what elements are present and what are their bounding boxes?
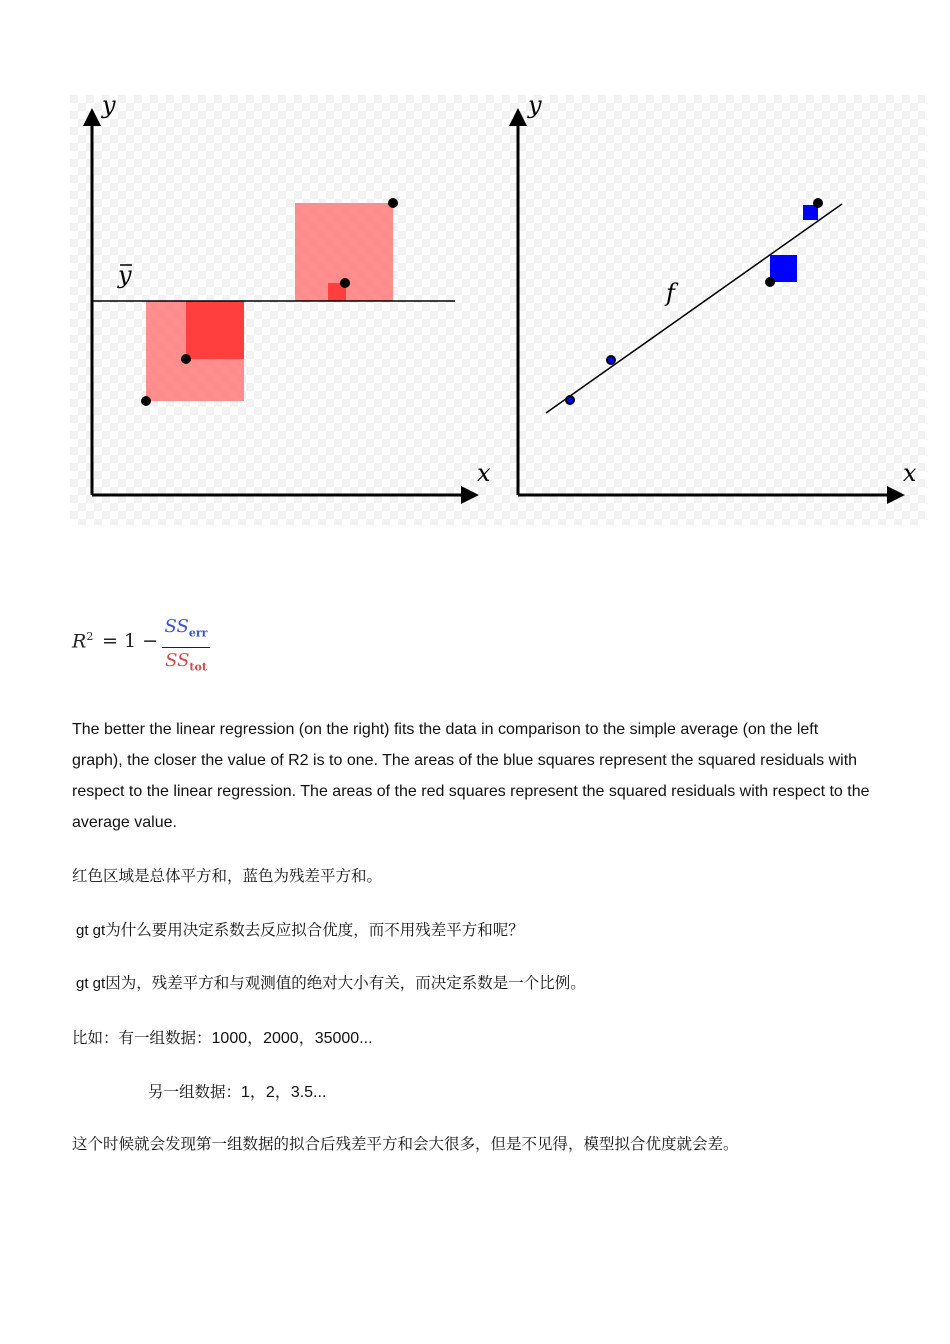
explanation-paragraph: The better the linear regression (on the right) fits the data in comparison to the simple average (on the left graph), the closer the value of R2 is to one. The areas of the blue squares represent the squared residuals with respect to the linear regression. The areas of the red squares represent the squared residuals with respect to the average value.	[72, 721, 870, 831]
red-square-small-1	[186, 301, 244, 359]
r-squared-formula	[72, 614, 272, 674]
x-axis-label-right: x	[903, 459, 917, 487]
data-point	[813, 198, 823, 208]
data-point	[765, 277, 775, 287]
formula-fraction	[162, 616, 210, 678]
y-axis-label-right: y	[528, 95, 542, 119]
formula-lhs-exp: 2	[86, 630, 94, 643]
regression-line-label: f	[666, 279, 675, 307]
formula-denominator: SS	[165, 649, 190, 671]
residual-point	[567, 397, 573, 403]
example-line-2	[148, 1079, 326, 1102]
answer-prefix: gt gt	[76, 975, 106, 992]
blue-square-1	[770, 255, 797, 282]
data-point	[141, 396, 151, 406]
y-axis-label-left: y	[102, 95, 116, 119]
data-point	[340, 278, 350, 288]
r-squared-illustration	[70, 95, 925, 525]
formula-numerator-sub: err	[188, 626, 208, 640]
answer-line	[76, 971, 586, 993]
question-text: 为什么要用决定系数去反应拟合优度，而不用残差平方和呢？	[105, 921, 524, 939]
formula-numerator: SS	[164, 616, 189, 637]
x-axis-label-left: x	[477, 459, 491, 487]
answer-text: 因为，残差平方和与观测值的绝对大小有关，而决定系数是一个比例。	[105, 974, 586, 992]
data-point	[388, 198, 398, 208]
formula-denominator-sub: tot	[189, 660, 207, 674]
data-point	[181, 354, 191, 364]
residual-point	[608, 357, 614, 363]
example-line-1	[72, 1025, 373, 1048]
example2-label: 另一组数据：	[148, 1083, 242, 1101]
question-line	[76, 918, 524, 940]
question-prefix: gt gt	[76, 922, 106, 939]
example1-values: 1000，2000，35000...	[211, 1030, 373, 1047]
red-blue-note: 红色区域是总体平方和，蓝色为残差平方和。	[72, 867, 383, 885]
example2-values: 1，2，3.5...	[241, 1084, 327, 1101]
formula-lhs: R	[72, 630, 87, 653]
mean-label: y	[118, 261, 132, 289]
conclusion-line: 这个时候就会发现第一组数据的拟合后残差平方和会大很多，但是不见得，模型拟合优度就会差。	[72, 1135, 739, 1153]
example1-label: 比如：有一组数据：	[72, 1029, 212, 1047]
formula-equals: = 1 −	[102, 630, 159, 652]
